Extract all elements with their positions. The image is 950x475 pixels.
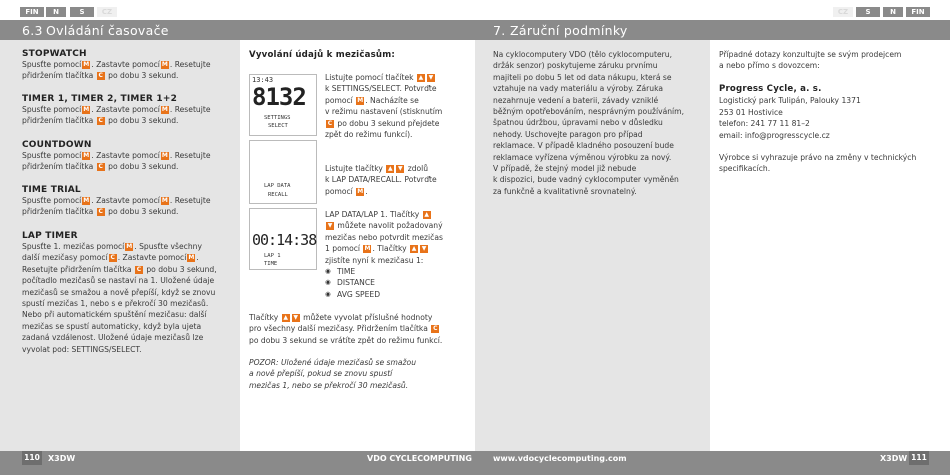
m-key-icon: M (357, 96, 364, 104)
recall-heading: Vyvolání údajů k mezičasům: (249, 50, 396, 60)
text: spustí mezičas 1, nebo s e překročí 30 mezičasů. (22, 299, 209, 309)
footer-left (0, 451, 475, 475)
m-key-icon: M (161, 152, 168, 159)
countdown-title: COUNTDOWN (22, 140, 92, 150)
warning-note (249, 357, 471, 391)
lang-tab[interactable]: N (883, 7, 903, 17)
text: Nebo při automatickém spuštění mezičasu: další (22, 310, 207, 320)
m-key-icon: M (83, 106, 90, 113)
lcd-clock: 13:43 (252, 76, 274, 84)
list-item: ◉ DISTANCE (325, 277, 470, 288)
m-key-icon: M (161, 61, 168, 68)
down-key-icon: ▼ (327, 222, 333, 230)
contact-block (719, 49, 947, 72)
text: . Tlačítky (372, 244, 407, 254)
text: . Zastavte pomocí (117, 253, 187, 263)
text: 1 pomocí (325, 244, 361, 254)
text: můžete vyvolat příslušné hodnoty (303, 313, 433, 322)
text: . Zastavte pomocí (91, 60, 160, 69)
text: . Resetujte (169, 151, 211, 160)
text: pro všechny další mezičasy. Přidržením tlačítka (249, 324, 428, 334)
text: mezičas 1, nebo se překročí 30 mezičasů. (249, 380, 409, 390)
text: nezahrnuje vedení a baterii, závady vzniklé (493, 95, 659, 105)
text: vyvolat pod: SETTINGS/SELECT. (22, 344, 142, 354)
list-item: ◉ TIME (325, 266, 470, 277)
text: v režimu nastavení (stisknutím (325, 107, 443, 117)
text: mezičas se spustí automaticky, když byla ujeta (22, 321, 202, 331)
text: k LAP DATA/RECALL. Potvrďte (325, 175, 437, 185)
language-tabs (475, 0, 950, 20)
m-key-icon: M (83, 61, 90, 68)
text: reklamace vyřízena výměnou výrobku za nový. (493, 152, 672, 162)
text: zjistíte nyní k mezičasu 1: (325, 255, 424, 265)
text: přidržením tlačítka (22, 207, 94, 217)
lang-tab[interactable]: S (70, 7, 94, 17)
text: pomocí (325, 95, 353, 105)
text: Případné dotazy konzultujte se svým prodejcem (719, 50, 902, 59)
text: Na cyklocomputery VDO (tělo cyklocomputeru, (493, 50, 672, 59)
text: špatnou údržbou, úpravami nebo v důsledku (493, 118, 663, 128)
text: LAP DATA/LAP 1. Tlačítky (325, 210, 420, 219)
lap-timer-title: LAP TIMER (22, 231, 78, 241)
text: zpět do režimu funkcí). (325, 130, 413, 140)
m-key-icon: M (357, 187, 364, 195)
recall-step-4 (249, 312, 471, 346)
section-title: Záruční podmínky (510, 23, 628, 38)
lang-tab[interactable]: N (46, 7, 66, 17)
text: můžete navolit požadovaný (337, 221, 443, 231)
text: po dobu 3 sekund. (108, 162, 179, 172)
m-key-icon: M (188, 254, 195, 262)
section-header (475, 20, 950, 40)
footer-brand: VDO CYCLECOMPUTING (367, 454, 472, 463)
section-number: 6.3 (22, 23, 43, 38)
footer-model: X3DW (880, 454, 908, 463)
text: zdolů (407, 164, 429, 173)
text: po dobu 3 sekund. (108, 207, 179, 217)
recall-step-2: Listujte tlačítky ▲ ▼ zdolů k LAP DATA/RECALL. Potvrďte pomocí M . (325, 164, 437, 196)
m-key-icon: M (83, 197, 90, 204)
text: držák senzor) poskytujeme záruku prvnímu (493, 61, 658, 71)
down-key-icon: ▼ (421, 245, 427, 253)
down-key-icon: ▼ (398, 165, 403, 172)
text: . Zastavte pomocí (91, 196, 160, 205)
text: . Resetujte (169, 60, 211, 69)
text: Spusťte pomocí (22, 196, 82, 205)
text: přidržením tlačítka (22, 71, 94, 81)
text: pomocí (325, 186, 353, 196)
c-key-icon: C (136, 265, 142, 273)
c-key-icon: C (433, 325, 438, 333)
text: . Resetujte (169, 196, 211, 205)
lcd-line2: SELECT (268, 123, 288, 129)
company-name: Progress Cycle, a. s. (719, 84, 822, 94)
text: . Zastavte pomocí (91, 105, 160, 114)
text: běžným opotřebováním, nesprávným používáním, (493, 107, 684, 117)
section-header (0, 20, 475, 40)
c-key-icon: C (98, 208, 103, 216)
c-key-icon: C (98, 163, 103, 171)
text: . (196, 253, 199, 263)
text: Spusťte 1. mezičas pomocí (22, 242, 125, 251)
page-number: 111 (909, 451, 929, 465)
text: k dispozici, bude vadný cyklocomputer vyměněn (493, 175, 679, 185)
text: vztahuje na vady materiálu a výroby. Záruka (493, 84, 664, 94)
text: . Resetujte (169, 105, 211, 114)
lcd-line2: RECALL (268, 192, 288, 198)
recall-step-3 (325, 209, 470, 300)
up-key-icon: ▲ (283, 314, 289, 321)
lcd-display-settings (249, 74, 317, 136)
text: POZOR: Uložené údaje mezičasů se smažou (249, 358, 417, 367)
text: za funkčně a kvalitativně srovnatelný. (493, 186, 637, 196)
text: . Nacházíte se (365, 95, 419, 105)
importer-address (719, 83, 947, 141)
text: po dobu 3 sekund se vrátíte zpět do režimu funkcí. (249, 335, 443, 345)
text: reklamace. V případě kladného posouzení bude (493, 141, 674, 151)
text: . Spusťte všechny (134, 242, 202, 251)
text: majiteli po dobu 5 let od data nákupu, která se (493, 72, 672, 82)
lcd-line1: LAP 1 (264, 253, 281, 259)
text: specifikacích. (719, 164, 771, 174)
text: Spusťte pomocí (22, 151, 82, 160)
text: . Zastavte pomocí (91, 151, 160, 160)
lang-tab-active[interactable]: CZ (833, 7, 853, 17)
stopwatch-title: STOPWATCH (22, 49, 87, 59)
lang-tab[interactable]: FIN (906, 7, 930, 17)
text: zadaná vzdálenost. Uložené údaje mezičasů lze (22, 333, 204, 343)
text: počítadlo mezičasů se nastaví na 1. Uložené údaje (22, 276, 215, 286)
text: po dobu 3 sekund přejdete (337, 118, 440, 128)
text: Tlačítky (249, 313, 279, 322)
footer-url[interactable]: www.vdocyclecomputing.com (493, 454, 627, 463)
c-key-icon: C (327, 119, 333, 127)
text: Spusťte pomocí (22, 60, 82, 69)
lap-values-list (325, 266, 470, 300)
lcd-big-digits: 00:14:38 (252, 231, 317, 249)
text: po dobu 3 sekund. (108, 116, 179, 126)
recall-step-1 (325, 72, 470, 140)
text: Listujte pomocí tlačítek (325, 73, 414, 82)
text: a nebo přímo s dovozcem: (719, 61, 820, 71)
section-title: Ovládání časovače (46, 23, 169, 38)
lcd-line1: LAP DATA (264, 183, 291, 189)
down-key-icon: ▼ (293, 314, 299, 321)
timer-block (22, 94, 237, 127)
lang-tab[interactable]: FIN (20, 7, 44, 17)
lcd-display-lap-recall (249, 140, 317, 204)
lcd-big-digits: 8132 (252, 83, 306, 111)
text: další mezičasy pomocí (22, 253, 108, 263)
footer-right (475, 451, 950, 475)
disclaimer (719, 152, 947, 175)
text: telefon: 241 77 11 81–2 (719, 119, 810, 129)
lcd-display-lap-time (249, 208, 317, 270)
stopwatch-block (22, 49, 237, 82)
lap-timer-block (22, 231, 237, 355)
text: Logistický park Tulipán, Palouky 1371 (719, 96, 861, 106)
up-key-icon: ▲ (388, 165, 393, 172)
text: po dobu 3 sekund. (108, 71, 179, 81)
text: 253 01 Hostivice (719, 107, 783, 117)
countdown-block (22, 140, 237, 173)
m-key-icon: M (161, 197, 168, 204)
c-key-icon: C (98, 72, 103, 80)
text: Spusťte pomocí (22, 105, 82, 114)
m-key-icon: M (126, 243, 133, 250)
lcd-line1: SETTINGS (264, 115, 291, 121)
warranty-text (493, 49, 707, 197)
lang-tab-active[interactable]: CZ (97, 7, 117, 17)
time-trial-block (22, 185, 237, 218)
up-key-icon: ▲ (424, 211, 429, 218)
list-item: ◉ AVG SPEED (325, 289, 470, 300)
email-link[interactable]: email: info@progresscycle.cz (719, 130, 830, 140)
text: V případě, že stejný model již nebude (493, 164, 637, 174)
text: Resetujte přidržením tlačítka (22, 264, 132, 274)
lcd-line2: TIME (264, 261, 278, 267)
time-trial-title: TIME TRIAL (22, 185, 81, 195)
up-key-icon: ▲ (418, 74, 424, 81)
down-key-icon: ▼ (428, 74, 434, 81)
language-tabs (0, 0, 475, 20)
text: přidržením tlačítka (22, 116, 94, 126)
page-number: 110 (22, 451, 42, 465)
m-key-icon: M (364, 245, 371, 253)
text: Výrobce si vyhrazuje právo na změny v technických (719, 153, 917, 162)
footer-model: X3DW (48, 454, 76, 463)
m-key-icon: M (83, 152, 90, 159)
c-key-icon: C (98, 117, 103, 125)
up-key-icon: ▲ (411, 245, 417, 253)
right-page (475, 0, 950, 475)
text: a nově přepíší, pokud se znovu spustí (249, 369, 393, 379)
lang-tab[interactable]: S (856, 7, 880, 17)
text: po dobu 3 sekund, (146, 264, 217, 274)
text: přidržením tlačítka (22, 162, 94, 172)
c-key-icon: C (110, 254, 115, 262)
text: mezičasů se smažou a nově přepíší, když se znovu (22, 287, 216, 297)
text: k SETTINGS/SELECT. Potvrďte (325, 84, 437, 94)
timer-title: TIMER 1, TIMER 2, TIMER 1+2 (22, 94, 178, 104)
section-number: 7. (493, 23, 506, 38)
text: nehody. Uschovejte paragon pro případ (493, 129, 643, 139)
m-key-icon: M (161, 106, 168, 113)
text: Listujte tlačítky (325, 164, 383, 173)
text: mezičas nebo potvrdit mezičas (325, 232, 443, 242)
